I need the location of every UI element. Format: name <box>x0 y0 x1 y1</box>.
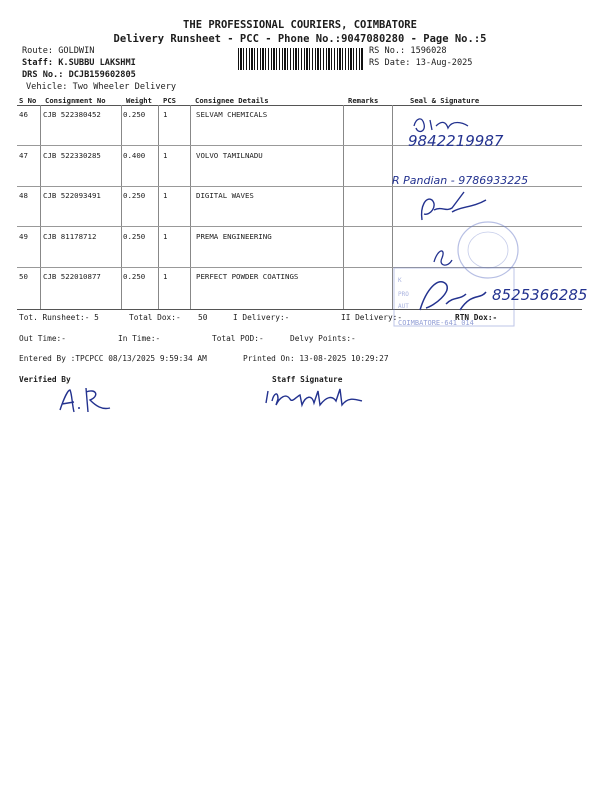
col-seal-signature: Seal & Signature <box>410 96 480 105</box>
grid-line <box>190 105 191 309</box>
row-sno: 47 <box>19 151 28 160</box>
row-consignee: PREMA ENGINEERING <box>196 232 272 241</box>
handwritten-phone: 9842219987 <box>408 132 504 150</box>
row-consignee: VOLVO TAMILNADU <box>196 151 263 160</box>
row-pcs: 1 <box>163 191 168 200</box>
row-pcs: 1 <box>163 232 168 241</box>
header-rule <box>17 105 582 106</box>
row-sno: 48 <box>19 191 28 200</box>
company-title: THE PROFESSIONAL COURIERS, COIMBATORE <box>183 19 417 31</box>
handwritten-phone: 8525366285 <box>492 286 588 304</box>
svg-text:COIMBATORE-641 014: COIMBATORE-641 014 <box>398 319 474 327</box>
grid-line <box>343 105 344 309</box>
runsheet-subtitle: Delivery Runsheet - PCC - Phone No.:9047080280 - Page No.:5 <box>113 33 487 45</box>
row-consignment: CJB 522330285 <box>43 151 101 160</box>
row-weight: 0.250 <box>123 232 146 241</box>
svg-text:K: K <box>398 277 402 284</box>
row-sno: 49 <box>19 232 28 241</box>
verifier-signature <box>56 384 126 418</box>
col-remarks: Remarks <box>348 96 379 105</box>
row-pcs: 1 <box>163 272 168 281</box>
row-weight: 0.400 <box>123 151 146 160</box>
grid-line <box>121 105 122 309</box>
handwritten-name-phone: R Pandian - 9786933225 <box>392 174 529 187</box>
in-time: In Time:- <box>118 334 161 343</box>
out-time: Out Time:- <box>19 334 66 343</box>
col-sno: S No <box>19 96 37 105</box>
total-dox-value: 50 <box>198 313 208 322</box>
col-weight: Weight <box>126 96 152 105</box>
col-pcs: PCS <box>163 96 176 105</box>
total-dox-label: Total Dox:- <box>129 313 181 322</box>
row-consignee: SELVAM CHEMICALS <box>196 110 268 119</box>
staff-signature-label: Staff Signature <box>272 375 343 384</box>
row-sno: 50 <box>19 272 28 281</box>
grid-line <box>158 105 159 309</box>
row-pcs: 1 <box>163 151 168 160</box>
staff-signature <box>262 383 372 411</box>
row-consignment: CJB 522380452 <box>43 110 101 119</box>
barcode <box>238 48 363 70</box>
vehicle: Vehicle: Two Wheeler Delivery <box>26 82 177 92</box>
col-consignee: Consignee Details <box>195 96 269 105</box>
row-weight: 0.250 <box>123 110 146 119</box>
row-consignee: DIGITAL WAVES <box>196 191 254 200</box>
handwritten-signature-row-50 <box>412 270 600 318</box>
route: Route: GOLDWIN <box>22 46 95 56</box>
svg-text:AUT: AUT <box>398 303 409 310</box>
row-sno: 46 <box>19 110 28 119</box>
ii-delivery: II Delivery:- <box>341 313 403 322</box>
verified-by-label: Verified By <box>19 375 71 384</box>
svg-text:PRO: PRO <box>398 291 409 298</box>
i-delivery: I Delivery:- <box>233 313 290 322</box>
staff: Staff: K.SUBBU LAKSHMI <box>22 58 136 68</box>
total-pod: Total POD:- <box>212 334 264 343</box>
rtn-dox: RTN Dox:- <box>455 313 498 322</box>
tot-runsheet: Tot. Runsheet:- 5 <box>19 313 99 322</box>
delvy-points: Delvy Points:- <box>290 334 356 343</box>
entered-by: Entered By :TPCPCC 08/13/2025 9:59:34 AM <box>19 354 207 363</box>
handwritten-mark-row-49 <box>428 242 458 272</box>
col-consignment: Consignment No <box>45 96 106 105</box>
row-weight: 0.250 <box>123 191 146 200</box>
handwritten-signature-row-48 <box>416 186 496 226</box>
row-consignment: CJB 81178712 <box>43 232 97 241</box>
drs-number: DRS No.: DCJB159602805 <box>22 70 136 80</box>
handwritten-signature-row-46 <box>402 110 542 150</box>
row-weight: 0.250 <box>123 272 146 281</box>
row-consignment: CJB 522093491 <box>43 191 101 200</box>
row-consignee: PERFECT POWDER COATINGS <box>196 272 299 281</box>
row-pcs: 1 <box>163 110 168 119</box>
grid-line <box>40 105 41 309</box>
rs-number: RS No.: 1596028 <box>369 46 447 56</box>
row-consignment: CJB 522010877 <box>43 272 101 281</box>
rs-date: RS Date: 13-Aug-2025 <box>369 58 473 68</box>
printed-on: Printed On: 13-08-2025 10:29:27 <box>243 354 389 363</box>
